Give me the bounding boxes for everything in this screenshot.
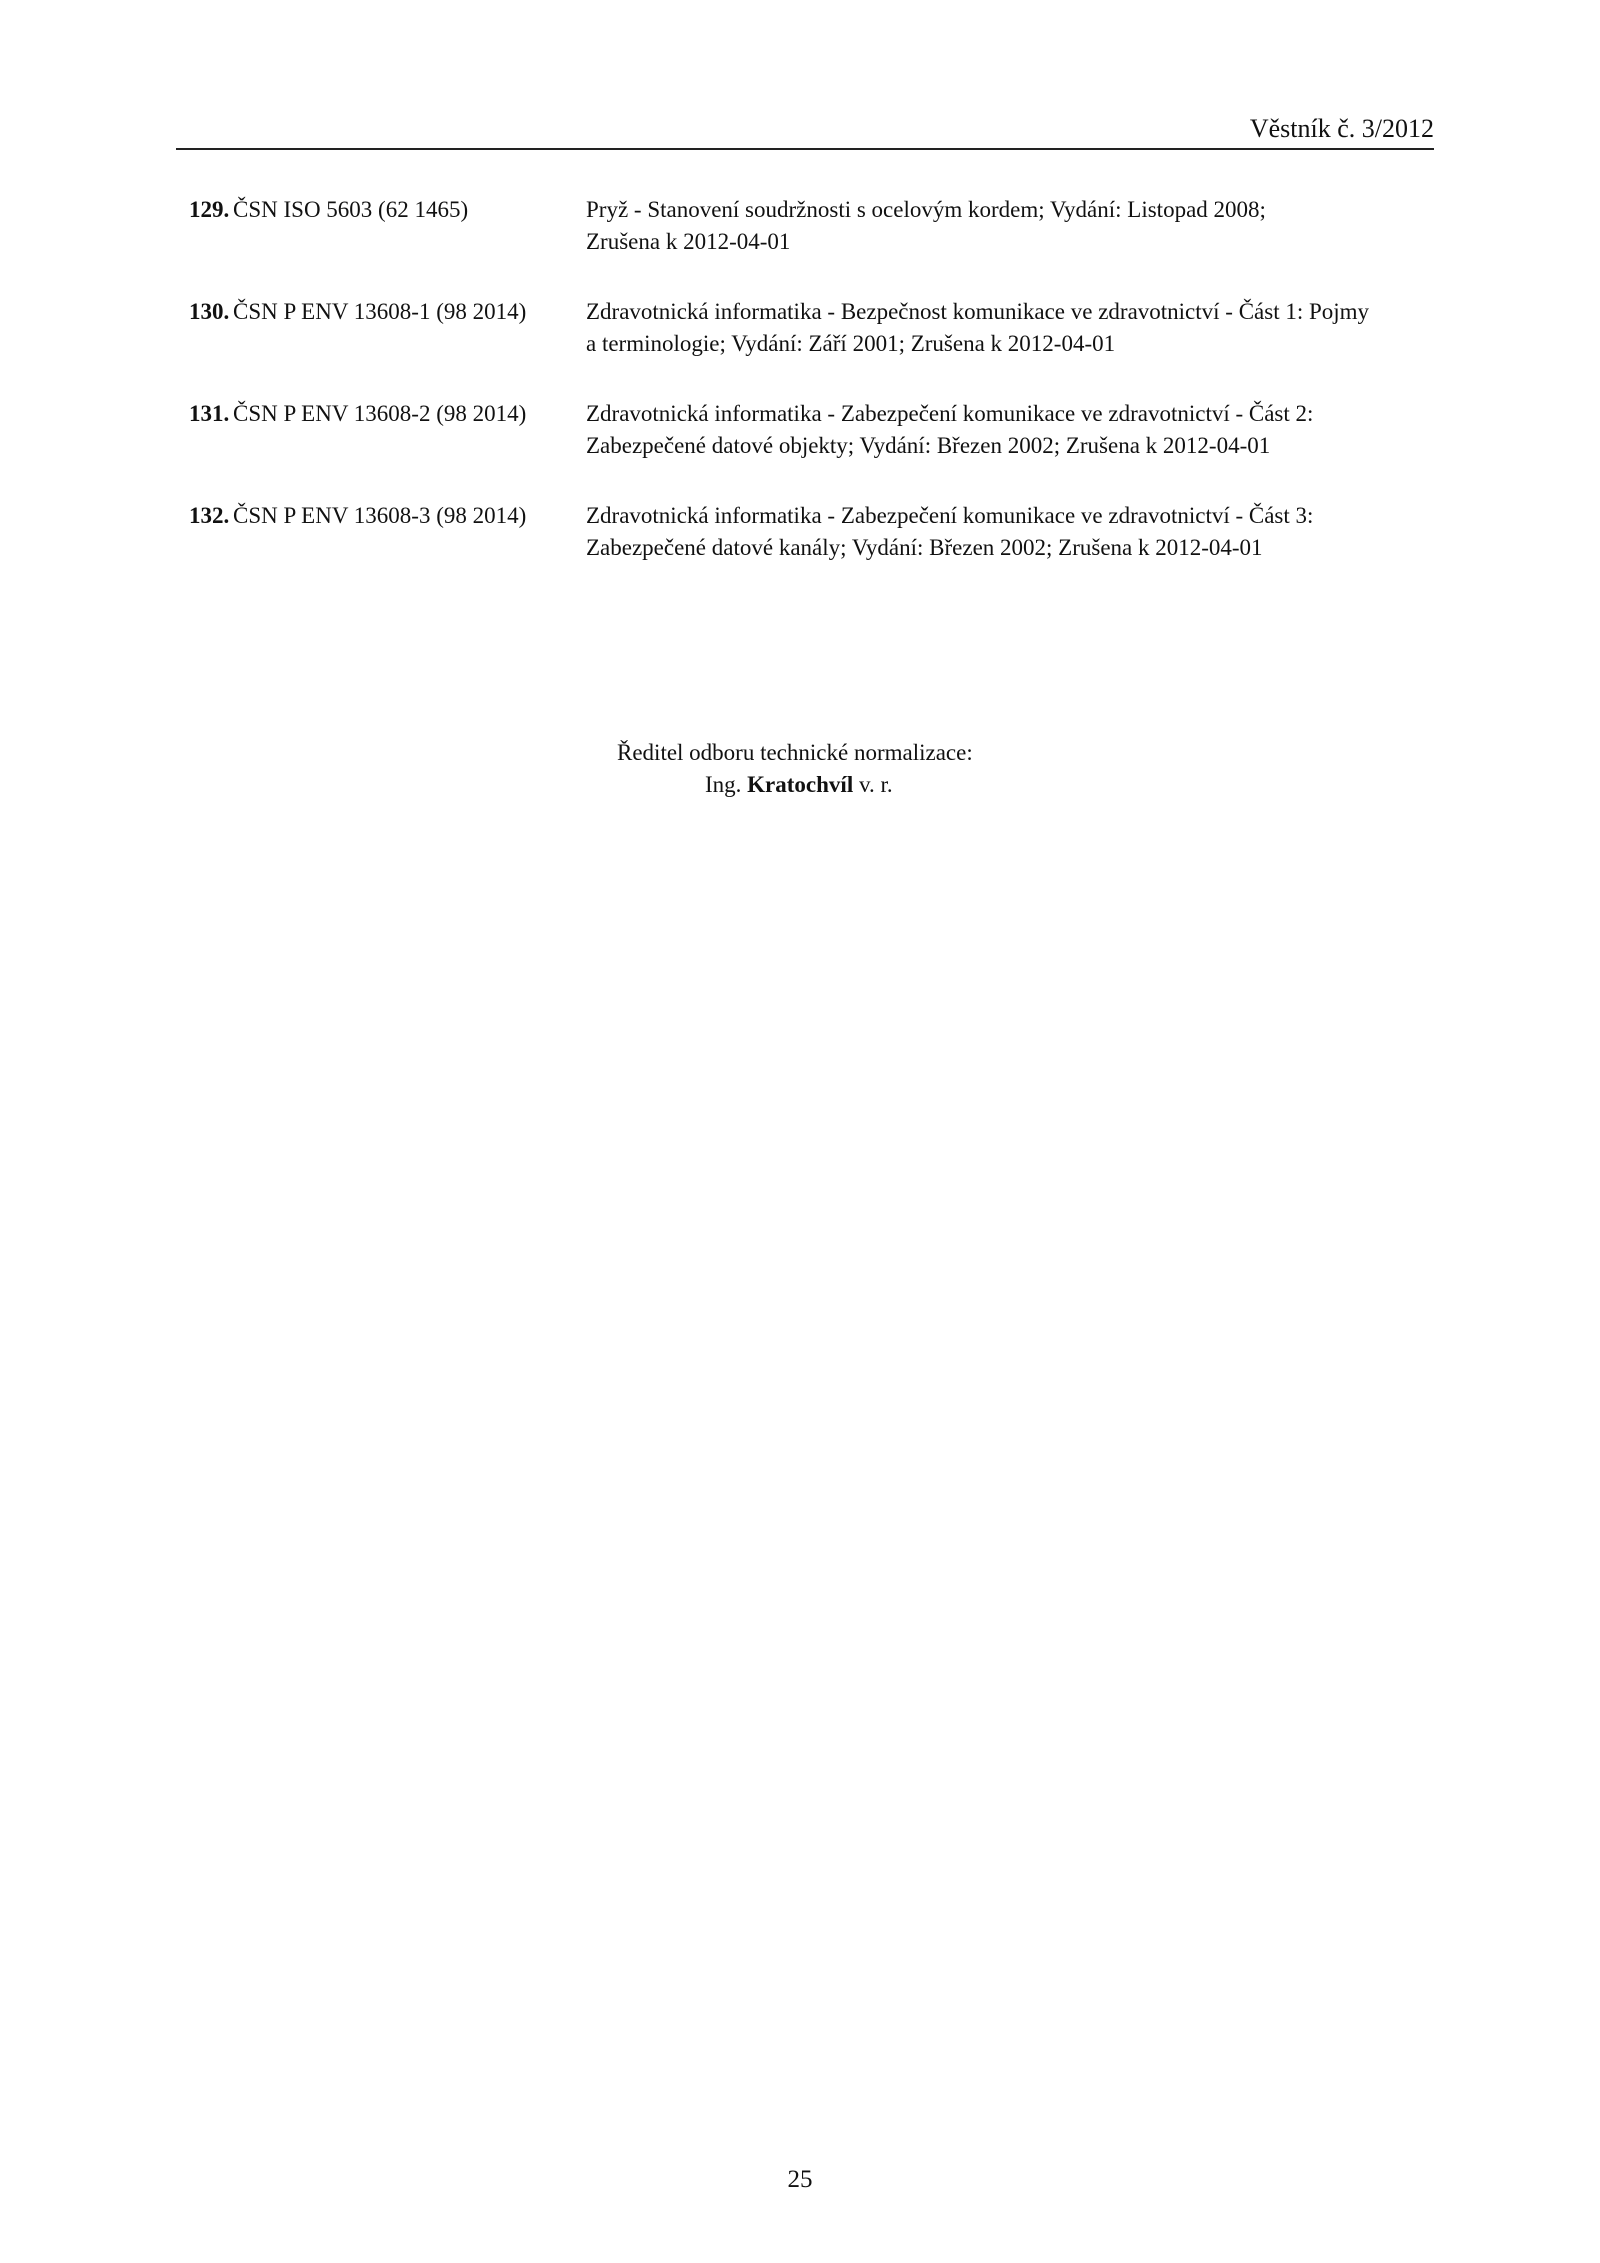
entry-description xyxy=(586,398,1426,462)
entry-description-line: Zdravotnická informatika - Zabezpečení komunikace ve zdravotnictví - Část 2: xyxy=(586,401,1314,426)
signatory-name xyxy=(705,769,893,801)
entry-number: 132. xyxy=(189,503,230,528)
entry-code: ČSN P ENV 13608-3 (98 2014) xyxy=(233,503,527,528)
entry-description-line: Zdravotnická informatika - Bezpečnost komunikace ve zdravotnictví - Část 1: Pojmy xyxy=(586,299,1370,324)
signatory-surname: Kratochvíl xyxy=(747,772,854,797)
entry-code: ČSN P ENV 13608-1 (98 2014) xyxy=(233,299,527,324)
entry-code: ČSN P ENV 13608-2 (98 2014) xyxy=(233,401,527,426)
entry-description-line: Zrušena k 2012-04-01 xyxy=(586,229,791,254)
entry-description xyxy=(586,296,1426,360)
bulletin-title: Věstník č. 3/2012 xyxy=(1249,114,1434,143)
entry-number: 129. xyxy=(189,197,230,222)
entry-number: 131. xyxy=(189,401,230,426)
entry-description-line: Zdravotnická informatika - Zabezpečení komunikace ve zdravotnictví - Část 3: xyxy=(586,503,1314,528)
entry-description-line: Zabezpečené datové kanály; Vydání: Březen 2002; Zrušena k 2012-04-01 xyxy=(586,535,1263,560)
page-header xyxy=(176,108,1434,150)
entry-description-line: Pryž - Stanovení soudržnosti s ocelovým kordem; Vydání: Listopad 2008; xyxy=(586,197,1266,222)
entry-number: 130. xyxy=(189,299,230,324)
signatory-title: Ing. xyxy=(705,772,742,797)
entry-code: ČSN ISO 5603 (62 1465) xyxy=(233,197,469,222)
entry-description xyxy=(586,194,1426,258)
signatory-role: Ředitel odboru technické normalizace: xyxy=(617,740,973,765)
entry-description-line: a terminologie; Vydání: Září 2001; Zrušena k 2012-04-01 xyxy=(586,331,1116,356)
page-number: 25 xyxy=(787,2166,813,2193)
signatory-suffix: v. r. xyxy=(858,772,893,797)
entry-description xyxy=(586,500,1426,564)
entry-description-line: Zabezpečené datové objekty; Vydání: Březen 2002; Zrušena k 2012-04-01 xyxy=(586,433,1271,458)
